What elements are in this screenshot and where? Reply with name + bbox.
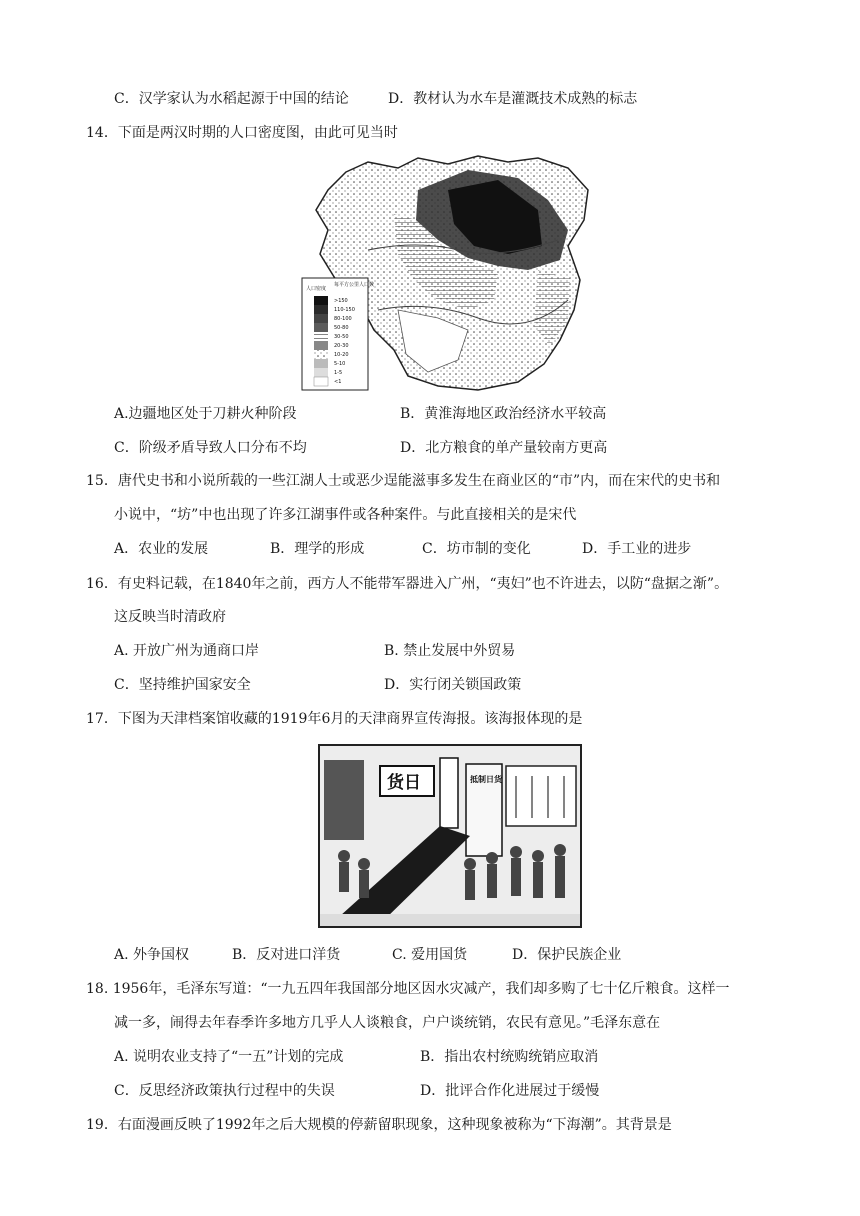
q15-stem-line2: 小说中，“坊”中也出现了许多江湖事件或各种案件。与此直接相关的是宋代 [114, 507, 577, 523]
q16-stem-line2: 这反映当时清政府 [114, 609, 226, 625]
q17-option-d: D．保护民族企业 [512, 947, 622, 963]
q18-option-b: B．指出农村统购统销应取消 [420, 1049, 599, 1065]
poster-caption-strip [320, 914, 580, 926]
tianjin-1919-poster [318, 744, 582, 928]
q19-stem: 19．右面漫画反映了1992年之后大规模的停薪留职现象，这种现象被称为“下海潮”。其背景是 [86, 1117, 672, 1133]
q15-option-a: A．农业的发展 [114, 541, 209, 557]
legend-range-2: 80-100 [334, 316, 352, 322]
legend-range-0: >150 [334, 298, 348, 304]
poster-banner-text: 抵制日货 [470, 775, 502, 784]
legend-range-5: 20-30 [334, 343, 349, 349]
q17-stem: 17．下图为天津档案馆收藏的1919年6月的天津商界宣传海报。该海报体现的是 [86, 711, 583, 727]
han-population-density-map [298, 150, 600, 398]
legend-range-3: 50-80 [334, 325, 349, 331]
q17-option-b: B．反对进口洋货 [232, 947, 341, 963]
map-drawing [298, 150, 600, 398]
q15-option-d: D．手工业的进步 [582, 541, 692, 557]
legend-range-9: <1 [334, 379, 342, 385]
q17-option-a: A. 外争国权 [114, 947, 190, 963]
q14-stem: 14．下面是两汉时期的人口密度图，由此可见当时 [86, 125, 398, 141]
q15-option-b: B．理学的形成 [270, 541, 365, 557]
q13-option-c: C．汉学家认为水稻起源于中国的结论 [114, 91, 349, 107]
q16-option-d: D．实行闭关锁国政策 [384, 677, 522, 693]
legend-range-1: 110-150 [334, 307, 355, 313]
poster-banner-vertical [440, 758, 458, 828]
legend-title: 人口密度 [306, 286, 327, 292]
q16-stem-line1: 16．有史料记载，在1840年之前，西方人不能带军器进入广州，“夷妇”也不许进去，以防“盘据之渐”。 [86, 576, 729, 592]
poster-drawing [320, 746, 580, 926]
q17-option-c: C. 爱用国货 [392, 947, 468, 963]
poster-building-left [324, 760, 364, 840]
q14-option-c: C．阶级矛盾导致人口分布不均 [114, 440, 307, 456]
legend-range-6: 10-20 [334, 352, 349, 358]
legend-range-8: 1-5 [334, 370, 343, 376]
legend-swatches [314, 296, 328, 386]
q14-option-b: B．黄淮海地区政治经济水平较高 [400, 406, 607, 422]
legend-range-4: 30-50 [334, 334, 349, 340]
q18-option-c: C．反思经济政策执行过程中的失误 [114, 1083, 335, 1099]
legend-range-7: 5-10 [334, 361, 346, 367]
poster-sign-text: 货日 [387, 773, 421, 793]
q13-option-d: D．教材认为水车是灌溉技术成熟的标志 [388, 91, 638, 107]
q14-option-d: D．北方粮食的单产量较南方更高 [400, 440, 608, 456]
q16-option-a: A. 开放广州为通商口岸 [114, 643, 260, 659]
q16-option-b: B. 禁止发展中外贸易 [384, 643, 516, 659]
legend-unit: 每平方公里人口数 [334, 282, 375, 288]
q15-stem-line1: 15．唐代史书和小说所载的一些江湖人士或恶少逞能滋事多发生在商业区的“市”内，而在宋代的史书和 [86, 473, 721, 489]
q15-option-c: C．坊市制的变化 [422, 541, 531, 557]
q16-option-c: C．坚持维护国家安全 [114, 677, 251, 693]
q18-stem-line1: 18. 1956年，毛泽东写道：“一九五四年我国部分地区因水灾减产，我们却多购了七十亿斤粮食。这样一 [86, 981, 730, 997]
q18-option-a: A. 说明农业支持了“一五”计划的完成 [114, 1049, 344, 1065]
q14-option-a: A.边疆地区处于刀耕火种阶段 [114, 406, 297, 422]
q18-option-d: D．批评合作化进展过于缓慢 [420, 1083, 600, 1099]
q18-stem-line2: 减一多，闹得去年春季许多地方几乎人人谈粮食，户户谈统销，农民有意见。”毛泽东意在 [114, 1015, 661, 1031]
